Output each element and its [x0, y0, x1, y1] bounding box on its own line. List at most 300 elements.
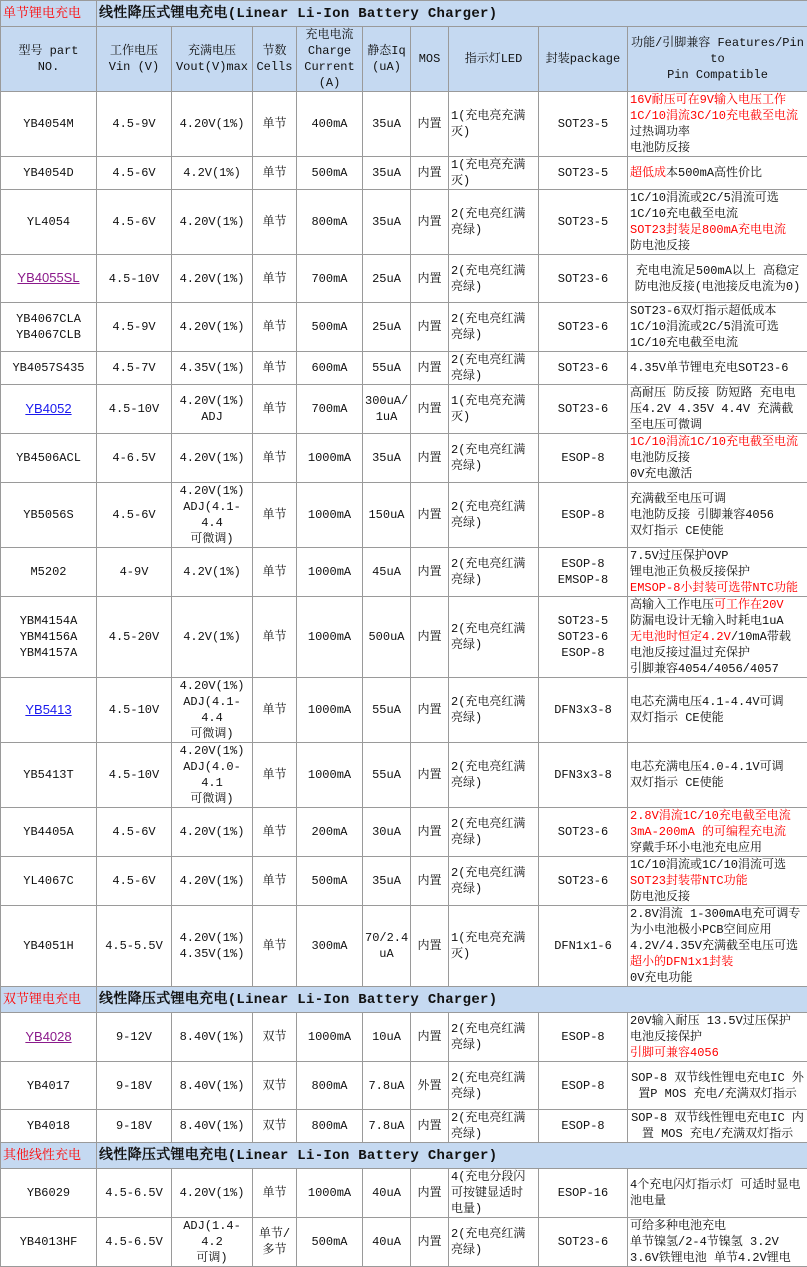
cell-count-cell: 单节 — [253, 434, 297, 483]
led-indicator-cell: 2(充电亮红满 亮绿) — [449, 808, 539, 857]
feature-text: 0V充电功能 — [630, 971, 692, 985]
package-cell: ESOP-8 — [539, 1062, 628, 1110]
feature-text: 0V充电激活 — [630, 467, 692, 481]
feature-line — [630, 906, 805, 938]
output-voltage-cell: 4.2V(1%) — [172, 157, 253, 190]
charge-current-cell: 1000mA — [297, 1169, 363, 1218]
feature-line — [630, 645, 805, 661]
input-voltage-cell: 9-18V — [97, 1062, 172, 1110]
part-number-link[interactable]: YB5413 — [25, 702, 71, 717]
input-voltage-cell: 4.5-6V — [97, 808, 172, 857]
output-voltage-cell: 4.2V(1%) — [172, 548, 253, 597]
feature-line — [630, 165, 805, 181]
part-number-link[interactable]: YB4055SL — [17, 270, 79, 285]
cell-count-cell: 单节 — [253, 483, 297, 548]
features-cell — [628, 483, 807, 548]
input-voltage-cell: 4.5-7V — [97, 352, 172, 385]
package-cell: ESOP-16 — [539, 1169, 628, 1218]
feature-line — [630, 954, 805, 970]
feature-line — [630, 580, 805, 596]
package-cell: SOT23-6 — [539, 1218, 628, 1267]
quiescent-current-cell: 25uA — [363, 303, 411, 352]
features-cell — [628, 303, 807, 352]
feature-line — [630, 857, 805, 873]
output-voltage-cell: 4.20V(1%) ADJ — [172, 385, 253, 434]
output-voltage-cell: 4.20V(1%) 4.35V(1%) — [172, 906, 253, 987]
led-indicator-cell: 2(充电亮红满 亮绿) — [449, 255, 539, 303]
output-voltage-cell: 8.40V(1%) — [172, 1062, 253, 1110]
led-indicator-cell: 1(充电亮充满 灭) — [449, 906, 539, 987]
led-indicator-cell: 1(充电亮充满 灭) — [449, 385, 539, 434]
input-voltage-cell: 4.5-6.5V — [97, 1169, 172, 1218]
column-header-cells: 节数 Cells — [253, 27, 297, 92]
part-number-cell: M5202 — [1, 548, 97, 597]
package-cell: SOT23-6 — [539, 857, 628, 906]
charge-current-cell: 500mA — [297, 157, 363, 190]
package-cell: DFN1x1-6 — [539, 906, 628, 987]
package-cell: SOT23-5 — [539, 92, 628, 157]
output-voltage-cell: 8.40V(1%) — [172, 1013, 253, 1062]
input-voltage-cell: 4.5-10V — [97, 255, 172, 303]
input-voltage-cell: 4-6.5V — [97, 434, 172, 483]
input-voltage-cell: 4.5-9V — [97, 92, 172, 157]
cell-count-cell: 单节 — [253, 808, 297, 857]
output-voltage-cell: 4.35V(1%) — [172, 352, 253, 385]
mos-type-cell: 内置 — [411, 808, 449, 857]
feature-text: 高输入工作电压 — [630, 598, 714, 612]
section-title: 线性降压式锂电充电(Linear Li-Ion Battery Charger) — [97, 1143, 807, 1169]
feature-text: 2.8V涓流 1-300mA电充可调专为小电池极小PCB空间应用 — [630, 907, 800, 937]
mos-type-cell: 外置 — [411, 1062, 449, 1110]
feature-line — [630, 873, 805, 889]
output-voltage-cell: 4.20V(1%) — [172, 808, 253, 857]
package-cell: SOT23-6 — [539, 303, 628, 352]
charge-current-cell: 400mA — [297, 92, 363, 157]
feature-text: 双灯指示 CE使能 — [630, 776, 724, 790]
part-number-cell: YB4018 — [1, 1110, 97, 1143]
table-row — [1, 678, 807, 743]
package-cell: ESOP-8 — [539, 434, 628, 483]
part-number-cell: YB4017 — [1, 1062, 97, 1110]
part-number-cell: YB6029 — [1, 1169, 97, 1218]
feature-text: /10mA带载 — [731, 630, 791, 644]
feature-line — [630, 92, 805, 108]
part-number-cell: YB4054M — [1, 92, 97, 157]
features-cell — [628, 255, 807, 303]
led-indicator-cell: 2(充电亮红满 亮绿) — [449, 190, 539, 255]
cell-count-cell: 双节 — [253, 1013, 297, 1062]
features-cell — [628, 548, 807, 597]
charge-current-cell: 700mA — [297, 255, 363, 303]
led-indicator-cell: 2(充电亮红满 亮绿) — [449, 352, 539, 385]
quiescent-current-cell: 70/2.4 uA — [363, 906, 411, 987]
feature-line — [630, 661, 805, 677]
feature-line — [630, 1029, 805, 1045]
feature-text: 穿戴手环小电池充电应用 — [630, 841, 762, 855]
feature-text: 1C/10涓流3C/10充电截至电流 — [630, 109, 798, 123]
package-cell: SOT23-5 — [539, 190, 628, 255]
feature-line — [630, 808, 805, 824]
charge-current-cell: 500mA — [297, 857, 363, 906]
feature-text: 可给多种电池充电 — [630, 1219, 726, 1233]
feature-line — [630, 1218, 805, 1234]
feature-text: 4.2V/4.35V充满截至电压可选 — [630, 939, 798, 953]
charge-current-cell: 800mA — [297, 1110, 363, 1143]
feature-text: 电池反接保护 — [630, 1030, 702, 1044]
feature-line — [630, 1177, 805, 1209]
feature-text: 单节镍氢/2-4节镍氢 3.2V — [630, 1235, 779, 1249]
feature-text: 电池防反接 — [630, 451, 690, 465]
mos-type-cell: 内置 — [411, 190, 449, 255]
mos-type-cell: 内置 — [411, 906, 449, 987]
mos-type-cell: 内置 — [411, 483, 449, 548]
feature-line — [630, 970, 805, 986]
cell-count-cell: 单节 — [253, 255, 297, 303]
part-number-cell: YL4067C — [1, 857, 97, 906]
feature-line — [630, 124, 805, 140]
column-header-part-no: 型号 part NO. — [1, 27, 97, 92]
feature-text: 2.8V涓流1C/10充电截至电流 — [630, 809, 791, 823]
table-row — [1, 303, 807, 352]
feature-text: 电池防反接 — [630, 141, 690, 155]
output-voltage-cell: 4.20V(1%) — [172, 190, 253, 255]
table-row — [1, 255, 807, 303]
part-number-link[interactable]: YB4052 — [25, 401, 71, 416]
led-indicator-cell: 1(充电亮充满 灭) — [449, 92, 539, 157]
part-number-cell: YB4013HF — [1, 1218, 97, 1267]
quiescent-current-cell: 55uA — [363, 743, 411, 808]
mos-type-cell: 内置 — [411, 352, 449, 385]
led-indicator-cell: 1(充电亮充满 灭) — [449, 157, 539, 190]
column-header-mos: MOS — [411, 27, 449, 92]
feature-text: 4.35V单节锂电充电SOT23-6 — [630, 361, 788, 375]
led-indicator-cell: 2(充电亮红满 亮绿) — [449, 597, 539, 678]
input-voltage-cell: 4.5-6V — [97, 157, 172, 190]
feature-line — [630, 303, 805, 319]
charge-current-cell: 700mA — [297, 385, 363, 434]
input-voltage-cell: 4.5-10V — [97, 678, 172, 743]
package-cell: SOT23-6 — [539, 255, 628, 303]
part-number-cell — [1, 255, 97, 303]
table-row — [1, 597, 807, 678]
feature-line — [630, 759, 805, 775]
led-indicator-cell: 4(充电分段闪 可按键显适时 电量) — [449, 1169, 539, 1218]
table-row — [1, 190, 807, 255]
feature-text: 充满截至电压可调 — [630, 492, 726, 506]
features-cell — [628, 1110, 807, 1143]
table-row — [1, 157, 807, 190]
led-indicator-cell: 2(充电亮红满 亮绿) — [449, 857, 539, 906]
input-voltage-cell: 9-18V — [97, 1110, 172, 1143]
feature-line — [630, 450, 805, 466]
charge-current-cell: 1000mA — [297, 678, 363, 743]
feature-text: 电池防反接 引脚兼容4056 — [630, 508, 774, 522]
feature-text: 1C/10涓流或2C/5涓流可选 — [630, 191, 779, 205]
feature-text: 防电池反接 — [630, 239, 690, 253]
table-row — [1, 483, 807, 548]
feature-line — [630, 222, 805, 238]
feature-line — [630, 597, 805, 613]
table-row — [1, 1169, 807, 1218]
feature-text: 本500mA高性价比 — [666, 166, 762, 180]
quiescent-current-cell: 500uA — [363, 597, 411, 678]
mos-type-cell: 内置 — [411, 157, 449, 190]
output-voltage-cell: ADJ(1.4-4.2 可调) — [172, 1218, 253, 1267]
input-voltage-cell: 4.5-6V — [97, 190, 172, 255]
part-number-cell: YB5413T — [1, 743, 97, 808]
feature-line — [630, 889, 805, 905]
part-number-cell: YB4405A — [1, 808, 97, 857]
quiescent-current-cell: 55uA — [363, 352, 411, 385]
package-cell: SOT23-5 SOT23-6 ESOP-8 — [539, 597, 628, 678]
output-voltage-cell: 4.20V(1%) — [172, 255, 253, 303]
features-cell — [628, 190, 807, 255]
column-header-charge-current: 充电电流 Charge Current (A) — [297, 27, 363, 92]
package-cell: ESOP-8 EMSOP-8 — [539, 548, 628, 597]
features-cell — [628, 906, 807, 987]
table-row — [1, 1062, 807, 1110]
output-voltage-cell: 4.20V(1%) — [172, 92, 253, 157]
led-indicator-cell: 2(充电亮红满 亮绿) — [449, 483, 539, 548]
feature-line — [630, 140, 805, 156]
output-voltage-cell: 4.20V(1%) — [172, 434, 253, 483]
feature-text: 无电池时恒定4.2V — [630, 630, 731, 644]
feature-text: 充电电流足500mA以上 高稳定防电池反接(电池接反电流为0) — [635, 264, 801, 294]
features-cell — [628, 808, 807, 857]
cell-count-cell: 单节 — [253, 597, 297, 678]
section-category: 单节锂电充电 — [1, 1, 97, 27]
output-voltage-cell: 8.40V(1%) — [172, 1110, 253, 1143]
led-indicator-cell: 2(充电亮红满 亮绿) — [449, 303, 539, 352]
cell-count-cell: 双节 — [253, 1110, 297, 1143]
package-cell: ESOP-8 — [539, 1110, 628, 1143]
input-voltage-cell: 4.5-10V — [97, 743, 172, 808]
feature-text: 3.6V铁锂电池 单节4.2V锂电 — [630, 1251, 791, 1265]
led-indicator-cell: 2(充电亮红满 亮绿) — [449, 743, 539, 808]
feature-text: 双灯指示 CE使能 — [630, 524, 724, 538]
cell-count-cell: 单节 — [253, 1169, 297, 1218]
column-header-led-indicator: 指示灯LED — [449, 27, 539, 92]
charge-current-cell: 1000mA — [297, 597, 363, 678]
input-voltage-cell: 4.5-9V — [97, 303, 172, 352]
feature-text: 16V耐压可在9V输入电压工作 — [630, 93, 786, 107]
section-header-row — [1, 1, 807, 27]
feature-text: 4个充电闪灯指示灯 可适时显电池电量 — [630, 1178, 800, 1208]
feature-text: 电芯充满电压4.0-4.1V可调 — [630, 760, 784, 774]
feature-text: SOT23-6双灯指示超低成本 — [630, 304, 776, 318]
feature-text: 双灯指示 CE使能 — [630, 711, 724, 725]
part-number-cell: YL4054 — [1, 190, 97, 255]
charge-current-cell: 1000mA — [297, 548, 363, 597]
mos-type-cell: 内置 — [411, 434, 449, 483]
quiescent-current-cell: 35uA — [363, 857, 411, 906]
feature-line — [630, 206, 805, 222]
led-indicator-cell: 2(充电亮红满 亮绿) — [449, 678, 539, 743]
output-voltage-cell: 4.20V(1%) — [172, 857, 253, 906]
input-voltage-cell: 4.5-20V — [97, 597, 172, 678]
features-cell — [628, 1169, 807, 1218]
cell-count-cell: 单节 — [253, 548, 297, 597]
feature-line — [630, 1045, 805, 1061]
features-cell — [628, 597, 807, 678]
cell-count-cell: 单节/ 多节 — [253, 1218, 297, 1267]
features-cell — [628, 434, 807, 483]
input-voltage-cell: 4.5-6.5V — [97, 1218, 172, 1267]
cell-count-cell: 单节 — [253, 857, 297, 906]
input-voltage-cell: 4.5-5.5V — [97, 906, 172, 987]
feature-line — [630, 1250, 805, 1266]
package-cell: SOT23-6 — [539, 352, 628, 385]
feature-line — [630, 507, 805, 523]
output-voltage-cell: 4.20V(1%) — [172, 1169, 253, 1218]
quiescent-current-cell: 55uA — [363, 678, 411, 743]
feature-line — [630, 694, 805, 710]
feature-text: 1C/10充电截至电流 — [630, 336, 738, 350]
feature-line — [630, 548, 805, 564]
charge-current-cell: 600mA — [297, 352, 363, 385]
features-cell — [628, 157, 807, 190]
mos-type-cell: 内置 — [411, 1013, 449, 1062]
package-cell: ESOP-8 — [539, 483, 628, 548]
features-cell — [628, 352, 807, 385]
mos-type-cell: 内置 — [411, 1218, 449, 1267]
section-title: 线性降压式锂电充电(Linear Li-Ion Battery Charger) — [97, 1, 807, 27]
mos-type-cell: 内置 — [411, 597, 449, 678]
mos-type-cell: 内置 — [411, 678, 449, 743]
led-indicator-cell: 2(充电亮红满 亮绿) — [449, 1218, 539, 1267]
feature-text: 7.5V过压保护OVP — [630, 549, 728, 563]
features-cell — [628, 1013, 807, 1062]
mos-type-cell: 内置 — [411, 1110, 449, 1143]
cell-count-cell: 单节 — [253, 352, 297, 385]
cell-count-cell: 单节 — [253, 385, 297, 434]
quiescent-current-cell: 300uA/ 1uA — [363, 385, 411, 434]
table-row — [1, 857, 807, 906]
features-cell — [628, 1218, 807, 1267]
feature-line — [630, 385, 805, 433]
cell-count-cell: 单节 — [253, 157, 297, 190]
charge-current-cell: 300mA — [297, 906, 363, 987]
quiescent-current-cell: 35uA — [363, 92, 411, 157]
input-voltage-cell: 4.5-10V — [97, 385, 172, 434]
feature-line — [630, 319, 805, 335]
feature-line — [630, 613, 805, 629]
mos-type-cell: 内置 — [411, 1169, 449, 1218]
output-voltage-cell: 4.20V(1%) ADJ(4.1-4.4 可微调) — [172, 678, 253, 743]
feature-line — [630, 434, 805, 450]
feature-line — [630, 1013, 805, 1029]
output-voltage-cell: 4.20V(1%) ADJ(4.0-4.1 可微调) — [172, 743, 253, 808]
part-number-cell: YB4057S435 — [1, 352, 97, 385]
cell-count-cell: 单节 — [253, 303, 297, 352]
package-cell: DFN3x3-8 — [539, 743, 628, 808]
section-category: 其他线性充电 — [1, 1143, 97, 1169]
quiescent-current-cell: 40uA — [363, 1169, 411, 1218]
table-row — [1, 385, 807, 434]
quiescent-current-cell: 30uA — [363, 808, 411, 857]
quiescent-current-cell: 40uA — [363, 1218, 411, 1267]
part-number-cell: YB4051H — [1, 906, 97, 987]
feature-text: EMSOP-8小封装可选带NTC功能 — [630, 581, 798, 595]
part-number-cell: YB4067CLA YB4067CLB — [1, 303, 97, 352]
table-row — [1, 92, 807, 157]
feature-text: SOP-8 双节线性锂电充电IC 内置 MOS 充电/充满双灯指示 — [631, 1111, 804, 1141]
table-row — [1, 434, 807, 483]
features-cell — [628, 857, 807, 906]
mos-type-cell: 内置 — [411, 743, 449, 808]
charge-current-cell: 1000mA — [297, 743, 363, 808]
table-row — [1, 743, 807, 808]
package-cell: ESOP-8 — [539, 1013, 628, 1062]
feature-text: 1C/10涓流或1C/10涓流可选 — [630, 858, 786, 872]
part-number-cell: YB4506ACL — [1, 434, 97, 483]
section-category: 双节锂电充电 — [1, 987, 97, 1013]
mos-type-cell: 内置 — [411, 857, 449, 906]
feature-text: 锂电池正负极反接保护 — [630, 565, 750, 579]
input-voltage-cell: 9-12V — [97, 1013, 172, 1062]
led-indicator-cell: 2(充电亮红满 亮绿) — [449, 1062, 539, 1110]
table-row — [1, 1218, 807, 1267]
feature-text: 电芯充满电压4.1-4.4V可调 — [630, 695, 784, 709]
column-header-package: 封装package — [539, 27, 628, 92]
package-cell: SOT23-5 — [539, 157, 628, 190]
table-row — [1, 1013, 807, 1062]
feature-text: 1C/10涓流或2C/5涓流可选 — [630, 320, 779, 334]
part-number-link[interactable]: YB4028 — [25, 1029, 71, 1044]
column-header-quiescent-current: 静态Iq (uA) — [363, 27, 411, 92]
feature-text: SOT23封装足800mA充电电流 — [630, 223, 786, 237]
part-number-cell: YB5056S — [1, 483, 97, 548]
cell-count-cell: 单节 — [253, 743, 297, 808]
feature-line — [630, 190, 805, 206]
mos-type-cell: 内置 — [411, 303, 449, 352]
mos-type-cell: 内置 — [411, 255, 449, 303]
features-cell — [628, 1062, 807, 1110]
features-cell — [628, 385, 807, 434]
column-header-vout: 充满电压 Vout(V)max — [172, 27, 253, 92]
feature-line — [630, 523, 805, 539]
input-voltage-cell: 4.5-6V — [97, 857, 172, 906]
feature-line — [630, 564, 805, 580]
quiescent-current-cell: 35uA — [363, 434, 411, 483]
feature-line — [630, 108, 805, 124]
feature-text: 防电池反接 — [630, 890, 690, 904]
part-number-cell: YB4054D — [1, 157, 97, 190]
section-header-row — [1, 987, 807, 1013]
charge-current-cell: 800mA — [297, 190, 363, 255]
features-cell — [628, 743, 807, 808]
feature-text: 电池反接过温过充保护 — [630, 646, 750, 660]
table-row — [1, 808, 807, 857]
cell-count-cell: 双节 — [253, 1062, 297, 1110]
charge-current-cell: 1000mA — [297, 1013, 363, 1062]
led-indicator-cell: 2(充电亮红满 亮绿) — [449, 434, 539, 483]
led-indicator-cell: 2(充电亮红满 亮绿) — [449, 1110, 539, 1143]
cell-count-cell: 单节 — [253, 92, 297, 157]
feature-text: 超小的DFN1x1封装 — [630, 955, 733, 969]
quiescent-current-cell: 35uA — [363, 157, 411, 190]
feature-line — [630, 263, 805, 295]
part-number-cell: YBM4154A YBM4156A YBM4157A — [1, 597, 97, 678]
table-row — [1, 1110, 807, 1143]
input-voltage-cell: 4-9V — [97, 548, 172, 597]
quiescent-current-cell: 7.8uA — [363, 1062, 411, 1110]
feature-text: 引脚可兼容4056 — [630, 1046, 719, 1060]
part-number-cell — [1, 385, 97, 434]
features-cell — [628, 92, 807, 157]
package-cell: DFN3x3-8 — [539, 678, 628, 743]
feature-line — [630, 775, 805, 791]
